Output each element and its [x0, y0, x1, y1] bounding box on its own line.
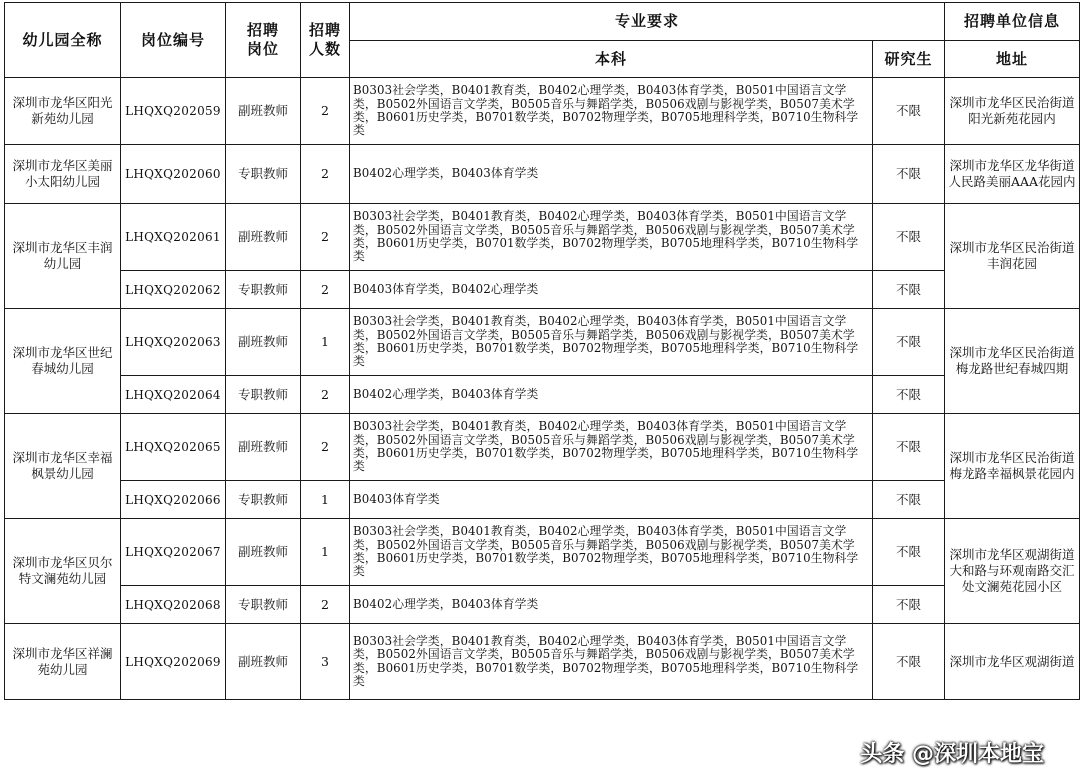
undergrad-major-cell: B0303社会学类，B0401教育类，B0402心理学类，B0403体育学类，B0501中国语言文学类，B0502外国语言文学类，B0505音乐与舞蹈学类，B0506戏剧与影视学类，B0507美术学类，B0601历史学类，B0701数学类，B0702物理学类，B0705地理科学类，B0710生物科学类 [350, 519, 873, 586]
table-row [5, 204, 1080, 271]
post-title-cell: 专职教师 [226, 481, 301, 519]
undergrad-major-cell: B0303社会学类，B0401教育类，B0402心理学类，B0403体育学类，B0501中国语言文学类，B0502外国语言文学类，B0505音乐与舞蹈学类，B0506戏剧与影视学类，B0507美术学类，B0601历史学类，B0701数学类，B0702物理学类，B0705地理科学类，B0710生物科学类 [350, 624, 873, 700]
headcount-cell: 2 [301, 414, 350, 481]
undergrad-major-cell: B0403体育学类 [350, 481, 873, 519]
undergrad-major-cell: B0303社会学类，B0401教育类，B0402心理学类，B0403体育学类，B0501中国语言文学类，B0502外国语言文学类，B0505音乐与舞蹈学类，B0506戏剧与影视学类，B0507美术学类，B0601历史学类，B0701数学类，B0702物理学类，B0705地理科学类，B0710生物科学类 [350, 204, 873, 271]
school-name-cell: 深圳市龙华区祥澜苑幼儿园 [5, 624, 121, 700]
undergrad-major-cell: B0402心理学类，B0403体育学类 [350, 376, 873, 414]
grad-major-cell: 不限 [873, 271, 945, 309]
grad-major-cell: 不限 [873, 414, 945, 481]
recruitment-table [4, 2, 1080, 700]
post-code-cell: LHQXQ202061 [121, 204, 226, 271]
table-row [5, 519, 1080, 586]
headcount-cell: 2 [301, 376, 350, 414]
headcount-cell: 2 [301, 271, 350, 309]
school-name-cell: 深圳市龙华区世纪春城幼儿园 [5, 309, 121, 414]
grad-major-cell: 不限 [873, 586, 945, 624]
headcount-cell: 3 [301, 624, 350, 700]
school-name-cell: 深圳市龙华区丰润幼儿园 [5, 204, 121, 309]
address-cell: 深圳市龙华区民治街道梅龙路世纪春城四期 [945, 309, 1080, 414]
watermark: 头条 @深圳本地宝 [860, 742, 1044, 767]
table-row [5, 414, 1080, 481]
post-title-cell: 专职教师 [226, 586, 301, 624]
post-code-cell: LHQXQ202059 [121, 78, 226, 145]
headcount-cell: 1 [301, 519, 350, 586]
table-row [5, 309, 1080, 376]
headcount-cell: 2 [301, 145, 350, 204]
address-cell: 深圳市龙华区民治街道丰润花园 [945, 204, 1080, 309]
header-code: 岗位编号 [121, 3, 226, 78]
post-title-cell: 副班教师 [226, 624, 301, 700]
post-title-cell: 副班教师 [226, 414, 301, 481]
undergrad-major-cell: B0303社会学类，B0401教育类，B0402心理学类，B0403体育学类，B0501中国语言文学类，B0502外国语言文学类，B0505音乐与舞蹈学类，B0506戏剧与影视学类，B0507美术学类，B0601历史学类，B0701数学类，B0702物理学类，B0705地理科学类，B0710生物科学类 [350, 414, 873, 481]
table-row [5, 145, 1080, 204]
headcount-cell: 2 [301, 204, 350, 271]
post-title-cell: 副班教师 [226, 204, 301, 271]
header-grad: 研究生 [873, 41, 945, 78]
address-cell: 深圳市龙华区观湖街道 [945, 624, 1080, 700]
grad-major-cell: 不限 [873, 624, 945, 700]
header-post: 招聘 岗位 [226, 3, 301, 78]
table-row [5, 481, 1080, 519]
grad-major-cell: 不限 [873, 78, 945, 145]
post-title-cell: 专职教师 [226, 271, 301, 309]
table-row [5, 271, 1080, 309]
grad-major-cell: 不限 [873, 481, 945, 519]
address-cell: 深圳市龙华区民治街道阳光新苑花园内 [945, 78, 1080, 145]
post-title-cell: 副班教师 [226, 78, 301, 145]
post-code-cell: LHQXQ202063 [121, 309, 226, 376]
headcount-cell: 1 [301, 481, 350, 519]
post-title-cell: 副班教师 [226, 519, 301, 586]
grad-major-cell: 不限 [873, 204, 945, 271]
header-address: 地址 [945, 41, 1080, 78]
table-row [5, 78, 1080, 145]
header-school: 幼儿园全称 [5, 3, 121, 78]
header-undergrad: 本科 [350, 41, 873, 78]
post-code-cell: LHQXQ202066 [121, 481, 226, 519]
school-name-cell: 深圳市龙华区美丽小太阳幼儿园 [5, 145, 121, 204]
post-title-cell: 专职教师 [226, 145, 301, 204]
table-row [5, 586, 1080, 624]
undergrad-major-cell: B0402心理学类，B0403体育学类 [350, 586, 873, 624]
undergrad-major-cell: B0402心理学类，B0403体育学类 [350, 145, 873, 204]
post-title-cell: 专职教师 [226, 376, 301, 414]
school-name-cell: 深圳市龙华区幸福枫景幼儿园 [5, 414, 121, 519]
grad-major-cell: 不限 [873, 309, 945, 376]
table-row [5, 624, 1080, 700]
post-code-cell: LHQXQ202065 [121, 414, 226, 481]
address-cell: 深圳市龙华区观湖街道大和路与环观南路交汇处文澜苑花园小区 [945, 519, 1080, 624]
school-name-cell: 深圳市龙华区贝尔特文澜苑幼儿园 [5, 519, 121, 624]
headcount-cell: 2 [301, 78, 350, 145]
header-major: 专业要求 [350, 3, 945, 41]
post-code-cell: LHQXQ202062 [121, 271, 226, 309]
grad-major-cell: 不限 [873, 376, 945, 414]
post-code-cell: LHQXQ202069 [121, 624, 226, 700]
header-unit: 招聘单位信息 [945, 3, 1080, 41]
grad-major-cell: 不限 [873, 145, 945, 204]
post-code-cell: LHQXQ202068 [121, 586, 226, 624]
school-name-cell: 深圳市龙华区阳光新苑幼儿园 [5, 78, 121, 145]
table-row [5, 376, 1080, 414]
header-count: 招聘 人数 [301, 3, 350, 78]
address-cell: 深圳市龙华区民治街道梅龙路幸福枫景花园内 [945, 414, 1080, 519]
table-body [5, 78, 1080, 700]
post-title-cell: 副班教师 [226, 309, 301, 376]
post-code-cell: LHQXQ202067 [121, 519, 226, 586]
undergrad-major-cell: B0303社会学类，B0401教育类，B0402心理学类，B0403体育学类，B0501中国语言文学类，B0502外国语言文学类，B0505音乐与舞蹈学类，B0506戏剧与影视学类，B0507美术学类，B0601历史学类，B0701数学类，B0702物理学类，B0705地理科学类，B0710生物科学类 [350, 309, 873, 376]
undergrad-major-cell: B0303社会学类，B0401教育类，B0402心理学类，B0403体育学类，B0501中国语言文学类，B0502外国语言文学类，B0505音乐与舞蹈学类，B0506戏剧与影视学类，B0507美术学类，B0601历史学类，B0701数学类，B0702物理学类，B0705地理科学类，B0710生物科学类 [350, 78, 873, 145]
address-cell: 深圳市龙华区龙华街道人民路美丽AAA花园内 [945, 145, 1080, 204]
undergrad-major-cell: B0403体育学类，B0402心理学类 [350, 271, 873, 309]
headcount-cell: 2 [301, 586, 350, 624]
headcount-cell: 1 [301, 309, 350, 376]
post-code-cell: LHQXQ202060 [121, 145, 226, 204]
post-code-cell: LHQXQ202064 [121, 376, 226, 414]
grad-major-cell: 不限 [873, 519, 945, 586]
